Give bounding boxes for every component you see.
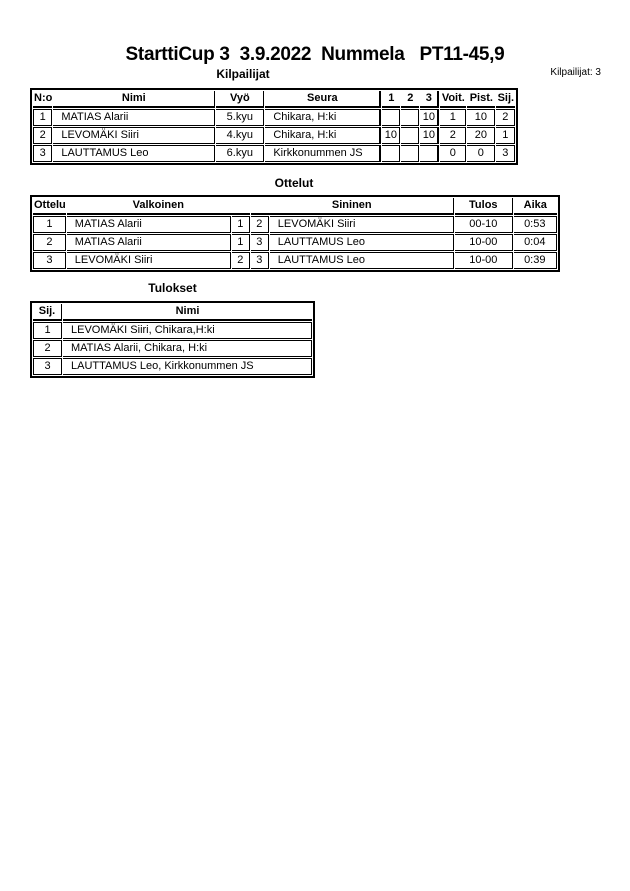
results-table — [30, 301, 315, 378]
competitor-club-cell: Chikara, H:ki — [265, 109, 381, 126]
match-white-number-cell: 1 — [232, 234, 250, 251]
competitor-points-cell: 20 — [467, 127, 495, 144]
col-header-place: Sij. — [496, 91, 515, 108]
col-header-blue: Sininen — [251, 198, 454, 215]
competitor-belt-cell: 4.kyu — [216, 127, 264, 144]
match-result-cell: 10-00 — [455, 252, 513, 269]
match-time-cell: 0:39 — [514, 252, 557, 269]
results-header-row — [33, 304, 312, 321]
competitor-club-cell: Chikara, H:ki — [265, 127, 381, 144]
competitor-row — [33, 127, 515, 144]
col-header-round2: 2 — [401, 91, 419, 108]
competitor-place-cell: 3 — [496, 145, 515, 162]
competitor-wins-cell: 2 — [440, 127, 466, 144]
match-number-cell: 3 — [33, 252, 66, 269]
col-header-no: N:o — [33, 91, 52, 108]
match-blue-name-cell: LAUTTAMUS Leo — [270, 252, 454, 269]
result-place-cell: 1 — [33, 322, 62, 339]
match-white-name-cell: MATIAS Alarii — [67, 216, 231, 233]
competitor-wins-cell: 0 — [440, 145, 466, 162]
competitors-heading: Kilpailijat — [216, 67, 270, 81]
match-blue-number-cell: 3 — [251, 252, 269, 269]
competitor-belt-cell: 6.kyu — [216, 145, 264, 162]
result-place-cell: 3 — [33, 358, 62, 375]
match-white-number-cell: 1 — [232, 216, 250, 233]
col-header-points: Pist. — [467, 91, 495, 108]
match-blue-name-cell: LAUTTAMUS Leo — [270, 234, 454, 251]
col-header-match-no: Ottelu — [33, 198, 66, 215]
result-row — [33, 322, 312, 339]
competitors-count: Kilpailijat: 3 — [550, 67, 601, 78]
result-name-cell: LEVOMÄKI Siiri, Chikara,H:ki — [63, 322, 312, 339]
col-header-time: Aika — [514, 198, 557, 215]
match-row — [33, 216, 557, 233]
competitor-round1-cell: 10 — [382, 127, 400, 144]
competitor-name-cell: LEVOMÄKI Siiri — [53, 127, 215, 144]
result-name-cell: LAUTTAMUS Leo, Kirkkonummen JS — [63, 358, 312, 375]
col-header-result: Tulos — [455, 198, 513, 215]
competitor-name-cell: MATIAS Alarii — [53, 109, 215, 126]
result-row — [33, 340, 312, 357]
competitor-row — [33, 109, 515, 126]
competitor-club-cell: Kirkkonummen JS — [265, 145, 381, 162]
competitors-table — [30, 88, 518, 165]
competitors-header-row — [33, 91, 515, 108]
match-blue-name-cell: LEVOMÄKI Siiri — [270, 216, 454, 233]
competitor-name-cell: LAUTTAMUS Leo — [53, 145, 215, 162]
match-white-name-cell: LEVOMÄKI Siiri — [67, 252, 231, 269]
match-number-cell: 2 — [33, 234, 66, 251]
result-place-cell: 2 — [33, 340, 62, 357]
match-time-cell: 0:04 — [514, 234, 557, 251]
match-time-cell: 0:53 — [514, 216, 557, 233]
competitor-row — [33, 145, 515, 162]
col-header-wins: Voit. — [440, 91, 466, 108]
match-white-name-cell: MATIAS Alarii — [67, 234, 231, 251]
competitor-place-cell: 2 — [496, 109, 515, 126]
competitor-number-cell: 3 — [33, 145, 52, 162]
match-number-cell: 1 — [33, 216, 66, 233]
match-row — [33, 234, 557, 251]
col-header-belt: Vyö — [216, 91, 264, 108]
col-header-round1: 1 — [382, 91, 400, 108]
match-result-cell: 10-00 — [455, 234, 513, 251]
competitor-round1-cell — [382, 109, 400, 126]
result-name-cell: MATIAS Alarii, Chikara, H:ki — [63, 340, 312, 357]
match-blue-number-cell: 3 — [251, 234, 269, 251]
competitor-wins-cell: 1 — [440, 109, 466, 126]
col-header-name: Nimi — [53, 91, 215, 108]
competitor-points-cell: 0 — [467, 145, 495, 162]
result-row — [33, 358, 312, 375]
match-blue-number-cell: 2 — [251, 216, 269, 233]
competitor-number-cell: 1 — [33, 109, 52, 126]
competitor-number-cell: 2 — [33, 127, 52, 144]
col-header-white: Valkoinen — [67, 198, 250, 215]
col-header-name: Nimi — [63, 304, 312, 321]
competitor-round2-cell — [401, 109, 419, 126]
match-row — [33, 252, 557, 269]
match-white-number-cell: 2 — [232, 252, 250, 269]
competitor-round2-cell — [401, 145, 419, 162]
page-title: StarttiCup 3 3.9.2022 Nummela PT11-45,9 — [125, 44, 505, 65]
competitor-points-cell: 10 — [467, 109, 495, 126]
col-header-club: Seura — [265, 91, 381, 108]
competitor-round2-cell — [401, 127, 419, 144]
matches-header-row — [33, 198, 557, 215]
competitor-belt-cell: 5.kyu — [216, 109, 264, 126]
competitor-round3-cell: 10 — [420, 127, 439, 144]
matches-heading: Ottelut — [274, 176, 314, 190]
col-header-round3: 3 — [420, 91, 439, 108]
match-result-cell: 00-10 — [455, 216, 513, 233]
competitor-round3-cell: 10 — [420, 109, 439, 126]
matches-table — [30, 195, 560, 272]
col-header-place: Sij. — [33, 304, 62, 321]
competitor-place-cell: 1 — [496, 127, 515, 144]
results-heading: Tulokset — [148, 281, 197, 295]
competitor-round3-cell — [420, 145, 439, 162]
competitor-round1-cell — [382, 145, 400, 162]
